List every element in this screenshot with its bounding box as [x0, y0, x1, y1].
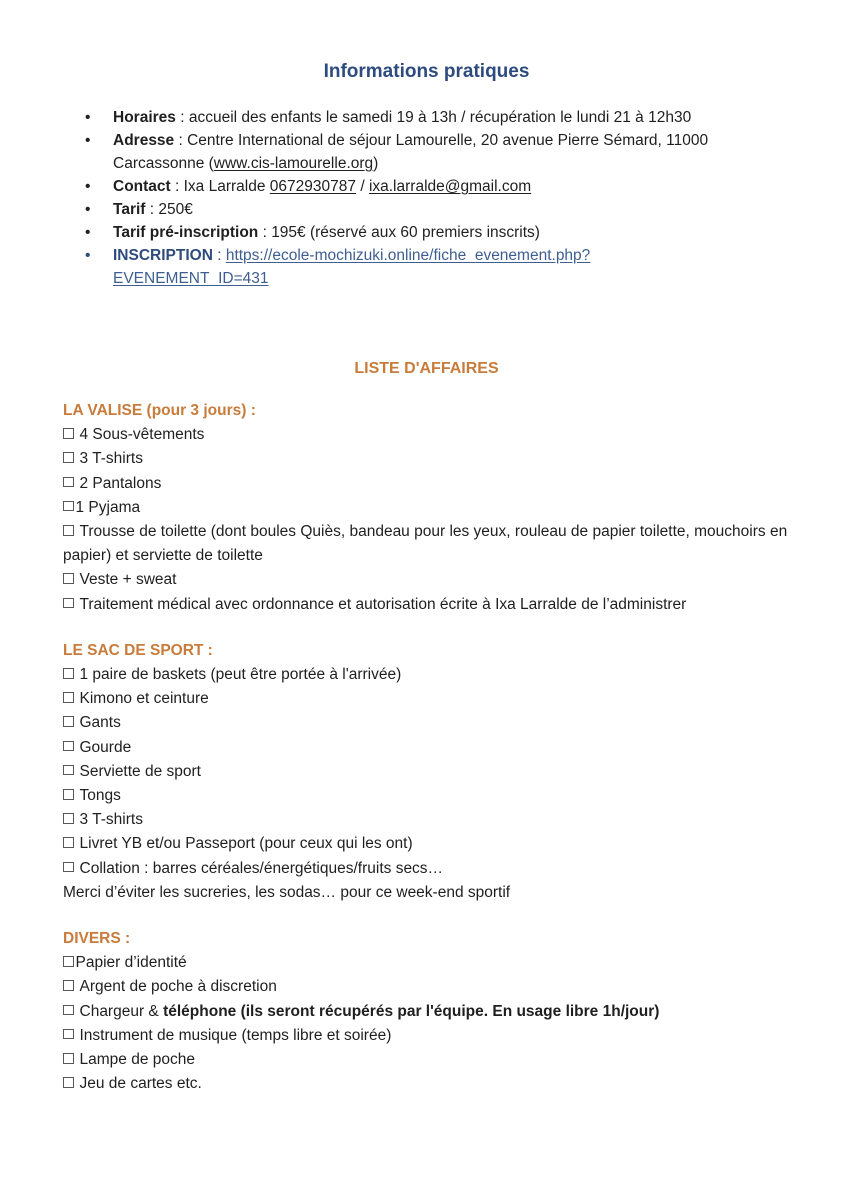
- info-text: ): [373, 155, 379, 172]
- info-list: [85, 106, 790, 290]
- bullet-icon: •: [85, 132, 91, 149]
- checklist-item: [63, 975, 790, 999]
- item-text: Traitement médical avec ordonnance et autorisation écrite à Ixa Larralde de l’administrer: [79, 595, 687, 613]
- item-text: Livret YB et/ou Passeport (pour ceux qui les ont): [79, 835, 413, 853]
- item-text: Tongs: [79, 787, 121, 805]
- checkbox-icon: [63, 692, 74, 703]
- info-text: 195€ (réservé aux 60 premiers inscrits): [271, 224, 540, 241]
- item-text: Trousse de toilette (dont boules Quiès, bandeau pour les yeux, rouleau de papier toilette, mouchoirs en papier) et serviette de toilette: [63, 523, 788, 565]
- info-label: Contact: [113, 178, 171, 195]
- checklist-title: LISTE D'AFFAIRES: [354, 360, 499, 377]
- phone-link[interactable]: 0672930787: [269, 178, 357, 195]
- info-text: 250€: [158, 201, 193, 218]
- checkbox-icon: [63, 1077, 74, 1088]
- section-heading: LA VALISE (pour 3 jours) :: [63, 402, 256, 419]
- checkbox-icon: [63, 573, 74, 584]
- info-text: Centre International de séjour Lamourelle, 20 avenue Pierre Sémard, 11000 Carcassonne (: [113, 132, 709, 172]
- item-text: Argent de poche à discretion: [79, 978, 277, 996]
- info-item-horaires: [85, 106, 790, 129]
- item-text: Chargeur &: [79, 1002, 164, 1020]
- separator: :: [170, 178, 184, 195]
- item-text: 3 T-shirts: [79, 811, 143, 829]
- page-title: Informations pratiques: [323, 61, 530, 82]
- checklist-item: [63, 472, 790, 496]
- checklist-item: [63, 687, 790, 711]
- checklist-item: [63, 520, 790, 568]
- checkbox-icon: [63, 452, 74, 463]
- separator: :: [258, 224, 272, 241]
- info-item-contact: [85, 175, 790, 198]
- checklist-item: [63, 736, 790, 760]
- info-text: accueil des enfants le samedi 19 à 13h / récupération le lundi 21 à 12h30: [188, 109, 692, 126]
- checklist-item: [63, 568, 790, 592]
- checkbox-icon: [63, 1053, 74, 1064]
- info-item-inscription: [85, 244, 673, 290]
- checkbox-icon: [63, 598, 74, 609]
- separator: :: [175, 109, 189, 126]
- item-text: Gourde: [79, 738, 132, 756]
- checkbox-icon: [63, 501, 74, 512]
- checklist-item: [63, 447, 790, 471]
- info-label: Tarif: [113, 201, 146, 218]
- checklist-item: [63, 593, 790, 617]
- item-text: 1 Pyjama: [75, 498, 141, 516]
- section-heading: LE SAC DE SPORT :: [63, 641, 213, 659]
- info-item-adresse: [85, 129, 790, 175]
- item-text: Jeu de cartes etc.: [79, 1075, 202, 1093]
- checklist-item: [63, 760, 790, 784]
- email-link[interactable]: ixa.larralde@gmail.com: [368, 178, 532, 195]
- item-text: 1 paire de baskets (peut être portée à l'arrivée): [79, 666, 402, 684]
- checkbox-icon: [63, 668, 74, 679]
- info-item-tarif: [85, 198, 790, 221]
- item-text: 4 Sous-vêtements: [79, 426, 205, 444]
- checkbox-icon: [63, 716, 74, 727]
- checklist-item: [63, 1024, 790, 1048]
- checklist: [63, 399, 790, 1096]
- checkbox-icon: [63, 477, 74, 488]
- item-text: Serviette de sport: [79, 762, 201, 780]
- checkbox-icon: [63, 862, 74, 873]
- item-text: 2 Pantalons: [79, 474, 162, 492]
- separator: :: [174, 132, 188, 149]
- bullet-icon: •: [85, 247, 91, 264]
- checklist-item: [63, 784, 790, 808]
- checkbox-icon: [63, 837, 74, 848]
- checkbox-icon: [63, 813, 74, 824]
- bullet-icon: •: [85, 224, 91, 241]
- item-text: Kimono et ceinture: [79, 690, 209, 708]
- info-label: Horaires: [113, 109, 176, 126]
- checkbox-icon: [63, 741, 74, 752]
- inscription-url-link[interactable]: https://ecole-mochizuki.online/fiche_evenement.php?EVENEMENT_ID=431: [113, 247, 591, 287]
- info-label: INSCRIPTION: [113, 247, 213, 264]
- item-text: Gants: [79, 714, 121, 732]
- item-text: Lampe de poche: [79, 1051, 195, 1069]
- note-line: [63, 881, 790, 905]
- item-text: Papier d’identité: [75, 954, 187, 972]
- checklist-item: [63, 808, 790, 832]
- item-text: Instrument de musique (temps libre et soirée): [79, 1026, 392, 1044]
- separator: :: [212, 247, 226, 264]
- info-label: Adresse: [113, 132, 175, 149]
- item-text: Veste + sweat: [79, 571, 177, 589]
- checkbox-icon: [63, 1005, 74, 1016]
- item-text: Merci d’éviter les sucreries, les sodas… pour ce week-end sportif: [63, 883, 511, 901]
- checkbox-icon: [63, 428, 74, 439]
- checkbox-icon: [63, 956, 74, 967]
- checklist-item: [63, 1000, 790, 1024]
- checklist-item: [63, 1072, 790, 1096]
- checklist-item: [63, 951, 790, 975]
- checkbox-icon: [63, 525, 74, 536]
- checkbox-icon: [63, 1029, 74, 1040]
- checklist-item: [63, 711, 790, 735]
- separator: :: [145, 201, 159, 218]
- info-item-tarif-preinscription: [85, 221, 790, 244]
- bullet-icon: •: [85, 201, 91, 218]
- checkbox-icon: [63, 789, 74, 800]
- website-link[interactable]: www.cis-lamourelle.org: [213, 155, 374, 172]
- item-text-bold: téléphone (ils seront récupérés par l'équipe. En usage libre 1h/jour): [163, 1002, 660, 1020]
- info-text: Ixa Larralde: [183, 178, 270, 195]
- info-label: Tarif pré-inscription: [113, 224, 259, 241]
- checklist-item: [63, 1048, 790, 1072]
- checklist-item: [63, 857, 790, 881]
- checklist-item: [63, 423, 790, 447]
- item-text: Collation : barres céréales/énergétiques/fruits secs…: [79, 859, 444, 877]
- bullet-icon: •: [85, 178, 91, 195]
- section-heading: DIVERS :: [63, 930, 131, 948]
- checkbox-icon: [63, 980, 74, 991]
- checklist-item: [63, 496, 790, 520]
- checklist-item: [63, 832, 790, 856]
- bullet-icon: •: [85, 109, 91, 126]
- item-text: 3 T-shirts: [79, 450, 143, 468]
- checklist-item: [63, 663, 790, 687]
- checkbox-icon: [63, 765, 74, 776]
- info-text: /: [356, 178, 369, 195]
